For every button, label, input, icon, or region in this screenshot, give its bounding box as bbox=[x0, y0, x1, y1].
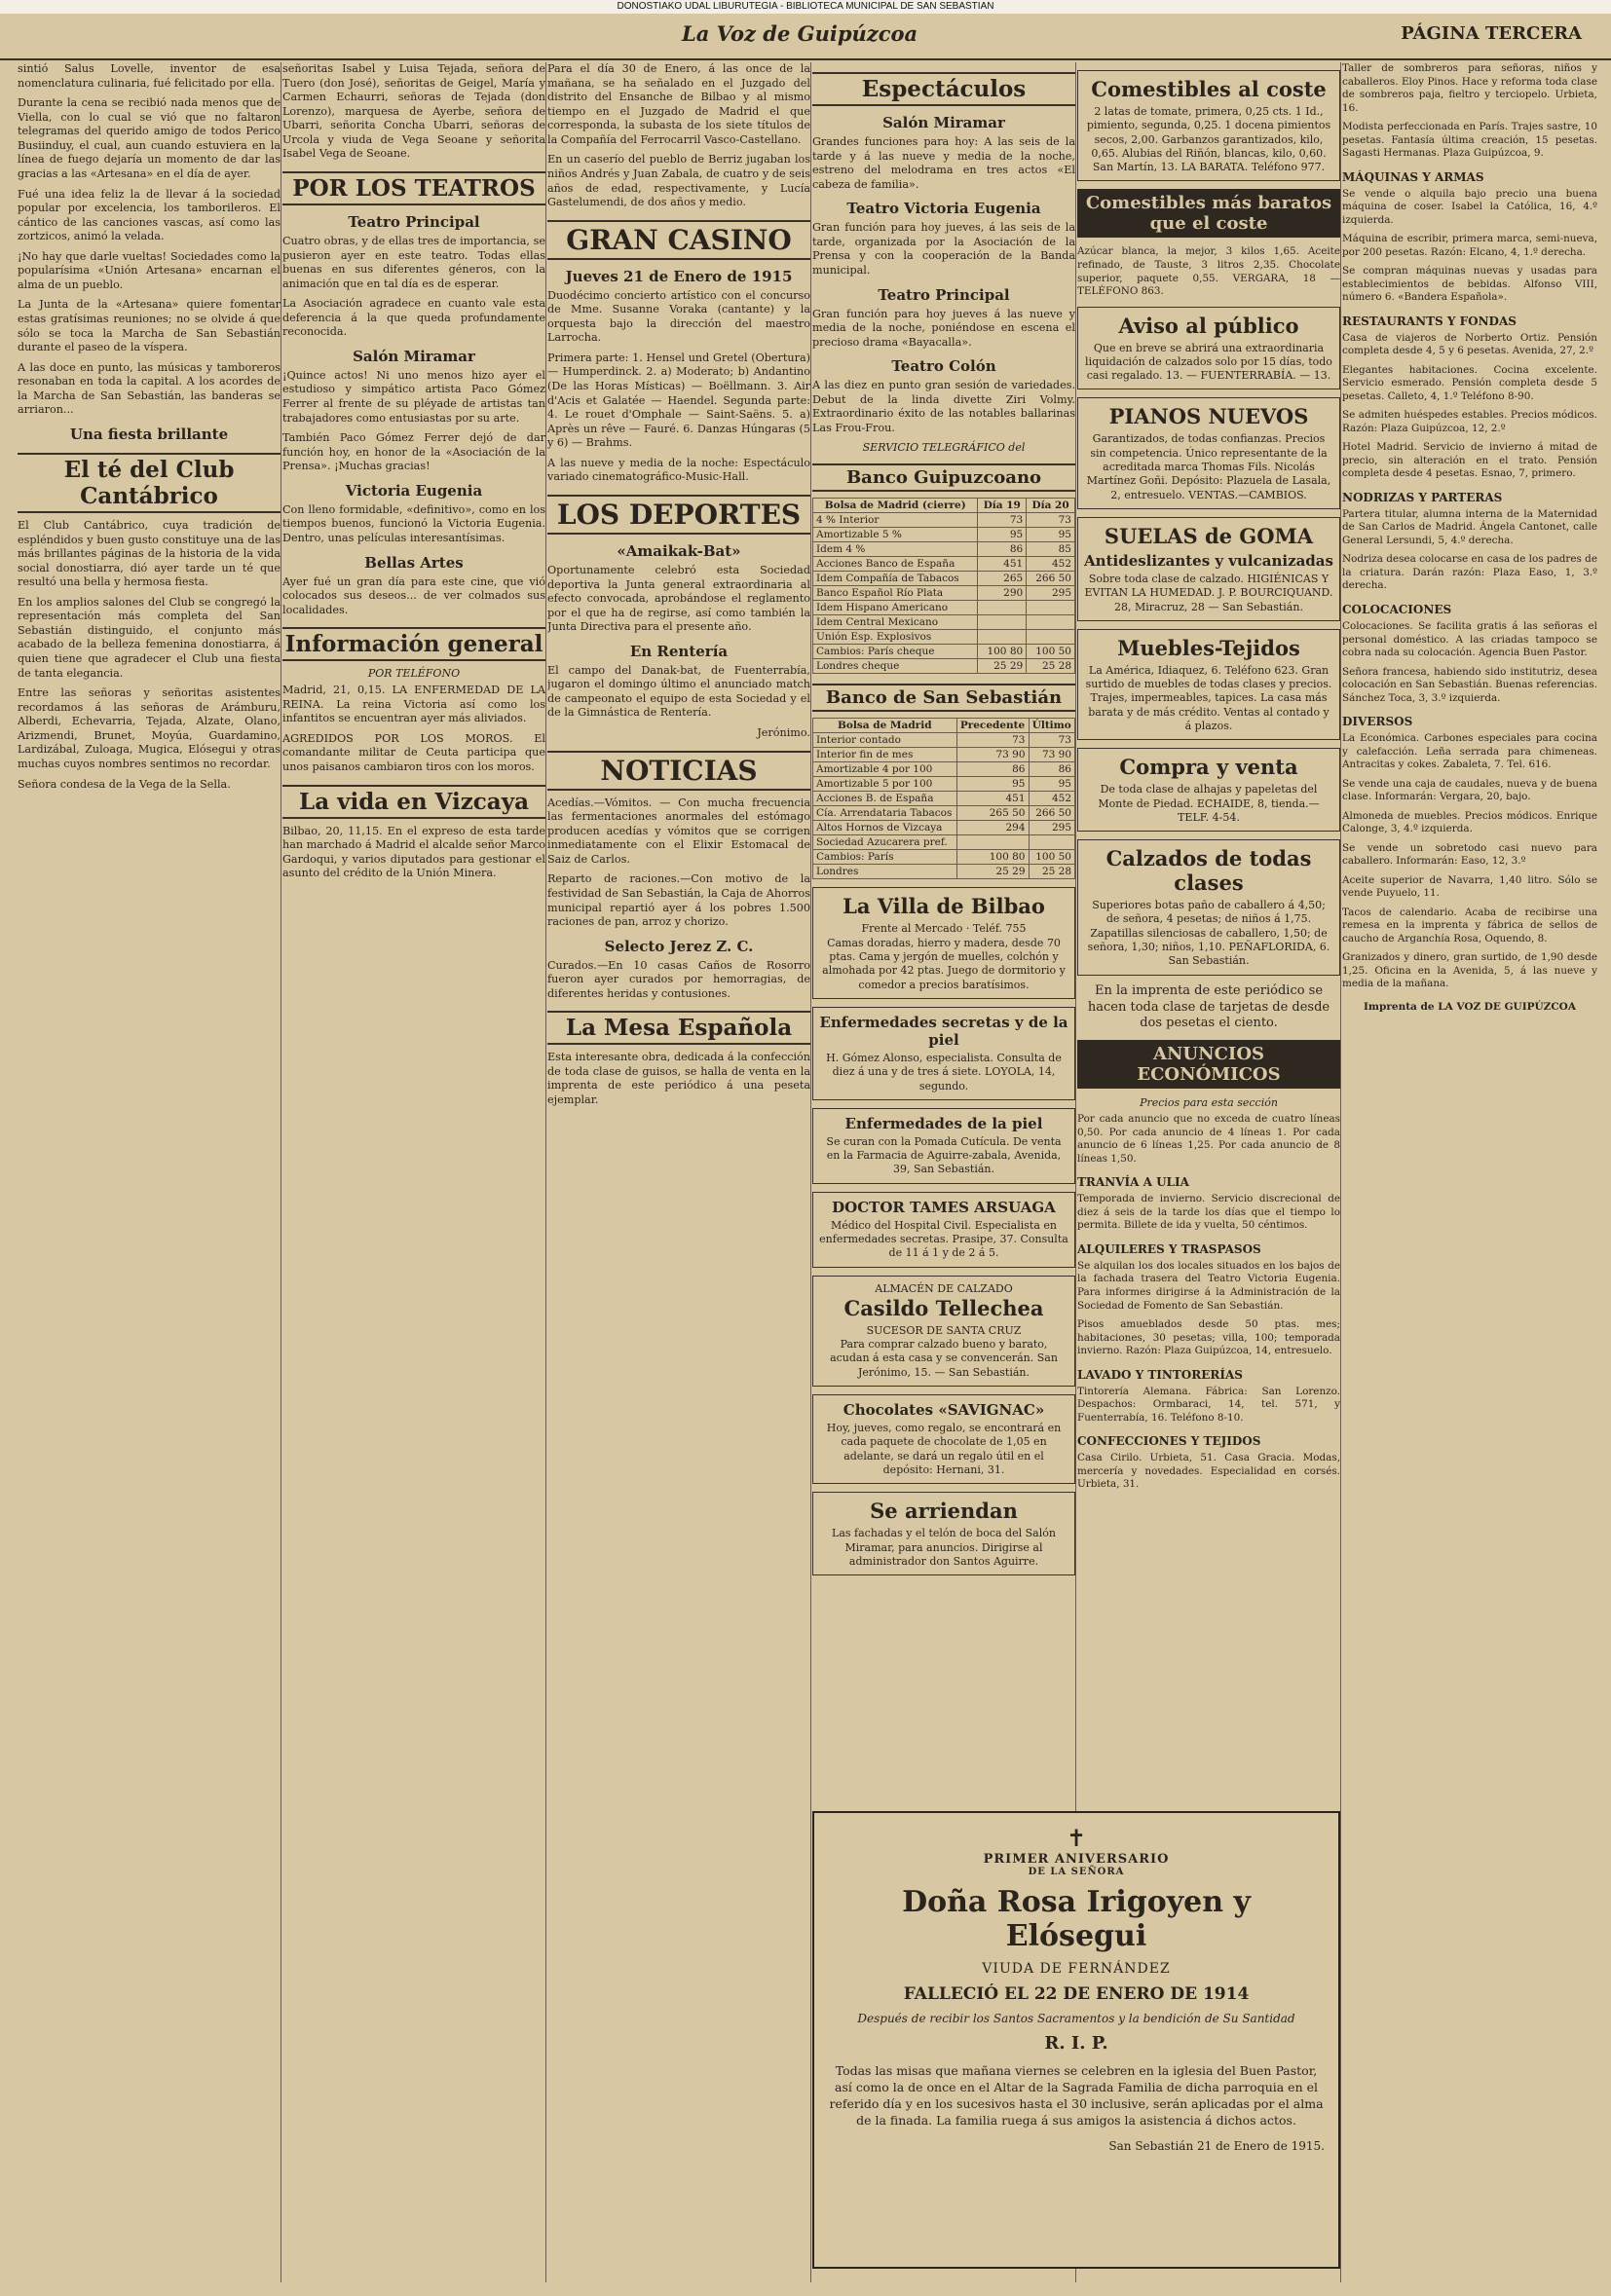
bank-name: Banco de San Sebastián bbox=[812, 684, 1075, 712]
headline-teatros: POR LOS TEATROS bbox=[282, 171, 545, 205]
obituary-widow: VIUDA DE FERNÁNDEZ bbox=[982, 1961, 1171, 1977]
table-header: Precedente bbox=[956, 719, 1029, 733]
article-text: Entre las señoras y señoritas asistentes recordamos á las señoras de Arámburu, Alberdi, Echevarria, Tejada, Alzate, Olano, Arizmendi, Brunet, Moyúa, Guardamino, Lardizábal, Zuloaga, Mugica, Elósegui y otras muchas cuyos nombres sentimos no recordar. bbox=[18, 686, 281, 770]
classified-item: Pisos amueblados desde 50 ptas. mes; habitaciones, 30 pesetas; villa, 100; temporada invierno. Razón: Plaza Guipúzcoa, 14, entresuelo. bbox=[1077, 1318, 1340, 1357]
ad-title: Enfermedades de la piel bbox=[844, 1114, 1043, 1132]
ad-title: Comestibles al coste bbox=[1091, 77, 1327, 101]
classified-header: ANUNCIOS ECONÓMICOS bbox=[1077, 1040, 1340, 1089]
table-cell bbox=[1027, 615, 1075, 630]
table-cell: 295 bbox=[1029, 821, 1075, 835]
classified-item: Se vende o alquila bajo precio una buena máquina de coser. Isabel la Católica, 16, 4.º izquierda. bbox=[1342, 187, 1597, 226]
table-row bbox=[813, 659, 1075, 674]
table-cell: 86 bbox=[1029, 762, 1075, 777]
classified-title: LAVADO Y TINTORERÍAS bbox=[1077, 1367, 1243, 1382]
classified-item: Modista perfeccionada en París. Trajes sastre, 10 pesetas. Fantasía última creación, 15 pesetas. Sagasti Hermanas. Plaza Guipúzcoa, 9. bbox=[1342, 121, 1597, 160]
subheading: Bellas Artes bbox=[364, 553, 464, 572]
table-cell: 95 bbox=[1029, 777, 1075, 792]
table-header: Día 20 bbox=[1027, 499, 1075, 513]
table-cell: 266 50 bbox=[1029, 806, 1075, 821]
table-row bbox=[813, 733, 1075, 748]
table-cell: 73 bbox=[1029, 733, 1075, 748]
article-text: Primera parte: 1. Hensel und Gretel (Obertura) — Humperdinck. 2. a) Moderato; b) Andantino (De las Horas Místicas) — Boëllmann. 3. Air d'Acis et Galatée — Haendel. Segunda parte: 4. Le rouet d'Omphale — Saint-Saëns. 5. a) Après un rêve — Fauré. 6. Danzas Húngaras (5 y 6) — Brahms. bbox=[547, 351, 810, 450]
classified-title: MÁQUINAS Y ARMAS bbox=[1342, 169, 1484, 184]
ad-aviso bbox=[1077, 307, 1340, 390]
article-text: Oportunamente celebró esta Sociedad deportiva la Junta general extraordinaria al efecto convocada, aprobándose el reglamento por el que ha de regirse, así como también la Junta Directiva para el presente año. bbox=[547, 563, 810, 634]
table-cell: 100 80 bbox=[978, 645, 1027, 659]
headline-mesa-espanola: La Mesa Española bbox=[547, 1011, 810, 1045]
table-cell bbox=[1027, 630, 1075, 645]
page-label: PÁGINA TERCERA bbox=[1401, 23, 1582, 44]
classified-item: Temporada de invierno. Servicio discrecional de diez á seis de la tarde los días que el tiempo lo permita. Billete de ida y vuelta, 50 céntimos. bbox=[1077, 1193, 1340, 1232]
table-cell: 295 bbox=[1027, 586, 1075, 601]
classified-title: TRANVÍA A ULIA bbox=[1077, 1175, 1189, 1190]
table-cell: 95 bbox=[1027, 528, 1075, 542]
table-header: Bolsa de Madrid (cierre) bbox=[813, 499, 978, 513]
article-text: El campo del Danak-bat, de Fuenterrabía, jugaron el domingo último el anunciado match de campeonato el equipo de esta Sociedad y el de la Gimnástica de Rentería. bbox=[547, 663, 810, 720]
obituary-name: Doña Rosa Irigoyen y Elósegui bbox=[902, 1885, 1251, 1953]
article-text: También Paco Gómez Ferrer dejó de dar función hoy, en honor de la «Asociación de la Prensa». ¡Muchas gracias! bbox=[282, 431, 545, 473]
article-text: En un caserío del pueblo de Berriz jugaban los niños Andrés y Juan Zabala, de cuatro y de seis años de edad, respectivamente, y Lucía Gastelumendi, de dos años y medio. bbox=[547, 153, 810, 209]
classified-rates: Por cada anuncio que no exceda de cuatro líneas 0,50. Por cada anuncio de 4 líneas 1. Por cada anuncio de 6 líneas 1,25. Por cada anuncio de 8 líneas 1,50. bbox=[1077, 1113, 1340, 1165]
article-text: sintió Salus Lovelle, inventor de esa nomenclatura culinaria, fué felicitado por ella. bbox=[18, 62, 281, 90]
column-rule bbox=[810, 62, 811, 2282]
section-heading: Una fiesta brillante bbox=[69, 425, 229, 443]
table-cell: 451 bbox=[956, 792, 1029, 806]
table-cell: Sociedad Azucarera pref. bbox=[813, 835, 957, 850]
ad-title: Chocolates «SAVIGNAC» bbox=[843, 1401, 1045, 1420]
classified-title: RESTAURANTS Y FONDAS bbox=[1342, 314, 1517, 328]
table-row bbox=[813, 528, 1075, 542]
article-text: Madrid, 21, 0,15. LA ENFERMEDAD DE LA REINA. La reina Victoria así como los infantitos se encuentran ayer más aliviados. bbox=[282, 684, 545, 725]
article-text: Durante la cena se recibió nada menos que de Viella, con lo cual se vió que no faltaron telegramas del querido amigo de todos Perico Busiinduy, el cual, aun cuando estuviera en la línea de fuego dejaría un momento de dar las gracias a las «Artesana» en el día de ayer. bbox=[18, 96, 281, 180]
table-cell: 95 bbox=[956, 777, 1029, 792]
subheading: Victoria Eugenia bbox=[345, 481, 483, 500]
article-text: A las doce en punto, las músicas y tamboreros resonaban en toda la capital. A los acordes de la Marcha de San Sebastián, las banderas se arriaron... bbox=[18, 360, 281, 417]
stock-table-san-sebastian bbox=[812, 718, 1075, 879]
subheading: Selecto Jerez Z. C. bbox=[604, 937, 754, 955]
ad-text: Azúcar blanca, la mejor, 3 kilos 1,65. Aceite refinado, de Tauste, 3 litros 2,35. Chocolate superior, paquete 0,55. VERGARA, 18 — TELÉFONO 863. bbox=[1077, 245, 1340, 298]
ad-text: De toda clase de alhajas y papeletas del Monte de Piedad. ECHAIDE, 8, tienda.—TELF. 4-54. bbox=[1098, 783, 1320, 824]
headline-deportes: LOS DEPORTES bbox=[547, 495, 810, 535]
article-text: Grandes funciones para hoy: A las seis de la tarde y á las nueve y media de la noche, estreno del melodrama en tres actos «El cabeza de familia». bbox=[812, 135, 1075, 191]
column-6 bbox=[1342, 62, 1597, 2282]
table-cell: Amortizable 4 por 100 bbox=[813, 762, 957, 777]
ad-subtitle: SUCESOR DE SANTA CRUZ bbox=[866, 1323, 1022, 1337]
table-cell: Idem Compañía de Tabacos bbox=[813, 572, 978, 586]
classified-item: Taller de sombreros para señoras, niños y caballeros. Eloy Pinos. Hace y reforma toda clase de sombreros paja, fieltro y terciopelo. Urbieta, 16. bbox=[1342, 62, 1597, 114]
table-cell: Acciones Banco de España bbox=[813, 557, 978, 572]
ad-title: SUELAS de GOMA bbox=[1104, 523, 1314, 548]
table-cell: 25 29 bbox=[978, 659, 1027, 674]
ad-enfermedades bbox=[812, 1007, 1075, 1100]
table-cell: 73 90 bbox=[1029, 748, 1075, 762]
ad-chocolates bbox=[812, 1394, 1075, 1484]
table-cell: Amortizable 5 por 100 bbox=[813, 777, 957, 792]
ad-text: Las fachadas y el telón de boca del Salón Miramar, para anuncios. Dirigirse al administrador don Santos Aguirre. bbox=[832, 1527, 1056, 1568]
table-cell: 452 bbox=[1027, 557, 1075, 572]
article-text: Gran función para hoy jueves, á las seis de la tarde, organizada por la Asociación de la Prensa y con la cooperación de la Banda municipal. bbox=[812, 221, 1075, 277]
article-text: AGREDIDOS POR LOS MOROS. El comandante militar de Ceuta participa que unos paisanos cambiaron tiros con los moros. bbox=[282, 731, 545, 773]
article-text: Para el día 30 de Enero, á las once de la mañana, se ha señalado en el Juzgado del distrito del Ensanche de Bilbao y al mismo tiempo en el Juzgado de Madrid el que corresponda, la subasta de los siete títulos de la Compañía del Ferrocarril Vasco-Castellano. bbox=[547, 62, 810, 146]
table-row bbox=[813, 821, 1075, 835]
subheading: Salón Miramar bbox=[353, 347, 475, 365]
table-row bbox=[813, 513, 1075, 528]
article-text: A las diez en punto gran sesión de variedades. Debut de la linda divette Ziri Volmy. Extraordinario éxito de las notables ballarinas Las Frou-Frou. bbox=[812, 379, 1075, 434]
classified-title: DIVERSOS bbox=[1342, 715, 1413, 729]
classified-item: Elegantes habitaciones. Cocina excelente. Servicio esmerado. Pensión completa desde 5 pesetas. Calleto, 4, 1.º Teléfono 8-90. bbox=[1342, 363, 1597, 402]
article-text: Con lleno formidable, «definitivo», como en los tiempos buenos, funcionó la Victoria Eugenia. Dentro, unas películas interesantísimas. bbox=[282, 502, 545, 544]
column-1 bbox=[18, 62, 281, 2282]
signature: Jerónimo. bbox=[757, 726, 810, 739]
table-cell bbox=[978, 601, 1027, 615]
table-cell: 290 bbox=[978, 586, 1027, 601]
table-cell: 100 50 bbox=[1029, 850, 1075, 865]
stock-table-guipuzcoano bbox=[812, 498, 1075, 674]
ad-subtitle: Antideslizantes y vulcanizadas bbox=[1084, 551, 1333, 570]
article-text: A las nueve y media de la noche: Espectáculo variado cinematográfico-Music-Hall. bbox=[547, 456, 810, 484]
subheading: Teatro Colón bbox=[891, 357, 996, 376]
column-rule bbox=[1340, 62, 1341, 2282]
table-cell: Interior contado bbox=[813, 733, 957, 748]
classified-item: Casa de viajeros de Norberto Ortiz. Pensión completa desde 4, 5 y 6 pesetas. Avenida, 27, 2.º bbox=[1342, 331, 1597, 357]
byline: POR TELÉFONO bbox=[367, 667, 461, 681]
classified-item: Se admiten huéspedes estables. Precios módicos. Razón: Plaza Guipúzcoa, 12, 2.º bbox=[1342, 409, 1597, 434]
table-cell: Banco Español Río Plata bbox=[813, 586, 978, 601]
classified-item: Se vende un sobretodo casi nuevo para caballero. Informarán: Easo, 12, 3.º bbox=[1342, 841, 1597, 868]
classified-item: Señora francesa, habiendo sido institutriz, desea colocación en San Sebastián. Buenas referencias. Sánchez Toca, 3, 3.º izquierda. bbox=[1342, 665, 1597, 704]
article-text: Cuatro obras, y de ellas tres de importancia, se pusieron ayer en este teatro. Todas ellas buenas en sus diferentes géneros, con la animación que en tal día es de esperar. bbox=[282, 234, 545, 290]
classified-item: Almoneda de muebles. Precios módicos. Enrique Calonge, 3, 4.º izquierda. bbox=[1342, 809, 1597, 835]
ad-arriendan bbox=[812, 1492, 1075, 1575]
ad-text: Sobre toda clase de calzado. HIGIÉNICAS Y EVITAN LA HUMEDAD. J. P. BOURCIQUAND. 28, Miracruz, 28 — San Sebastián. bbox=[1084, 572, 1333, 613]
ad-compra-venta bbox=[1077, 748, 1340, 832]
ad-title-inverted: Comestibles más baratos que el coste bbox=[1077, 189, 1340, 238]
ad-comestibles bbox=[1077, 70, 1340, 181]
ad-title: Aviso al público bbox=[1118, 313, 1299, 338]
ad-text: Para comprar calzado bueno y barato, acudan á esta casa y se convencerán. San Jerónimo, 15. — San Sebastián. bbox=[830, 1338, 1058, 1379]
table-header: Bolsa de Madrid bbox=[813, 719, 957, 733]
headline-espectaculos: Espectáculos bbox=[812, 72, 1075, 106]
table-cell: Acciones B. de España bbox=[813, 792, 957, 806]
classified-item: Colocaciones. Se facilita gratis á las señoras el personal doméstico. A las criadas tampoco se cobra nada su colocación. Agencia Buen Pastor. bbox=[1342, 619, 1597, 659]
table-row bbox=[813, 542, 1075, 557]
obituary-notice bbox=[812, 1811, 1340, 2269]
table-cell bbox=[978, 615, 1027, 630]
table-cell: 73 bbox=[956, 733, 1029, 748]
subheading: Salón Miramar bbox=[882, 114, 1005, 131]
table-cell: 86 bbox=[956, 762, 1029, 777]
table-cell: 294 bbox=[956, 821, 1029, 835]
obituary-prefix: DE LA SEÑORA bbox=[1028, 1867, 1125, 1877]
article-text: La Asociación agradece en cuanto vale esta deferencia á la que queda profundamente reconocida. bbox=[282, 297, 545, 339]
table-cell: Cía. Arrendataria Tabacos bbox=[813, 806, 957, 821]
ad-muebles bbox=[1077, 629, 1340, 740]
table-cell: 85 bbox=[1027, 542, 1075, 557]
ad-text: Que en breve se abrirá una extraordinaria liquidación de calzados solo por 15 días, todo casi regalado. 13. — FUENTERRABÍA. — 13. bbox=[1085, 341, 1332, 383]
table-row bbox=[813, 865, 1075, 879]
classified-item: Hotel Madrid. Servicio de invierno á mitad de precio, sin alteración en el trato. Pensión completa desde 4 pesetas. Esnao, 7, primero. bbox=[1342, 441, 1597, 480]
ad-title: Casildo Tellechea bbox=[843, 1295, 1044, 1320]
ad-title: PIANOS NUEVOS bbox=[1108, 404, 1309, 429]
ad-text: H. Gómez Alonso, especialista. Consulta de diez á una y de tres á siete. LOYOLA, 14, segundo. bbox=[826, 1051, 1062, 1092]
classified-subheader: Precios para esta sección bbox=[1140, 1096, 1278, 1110]
obituary-rip: R. I. P. bbox=[1044, 2033, 1108, 2054]
table-cell: Londres bbox=[813, 865, 957, 879]
table-cell bbox=[978, 630, 1027, 645]
table-cell: Idem 4 % bbox=[813, 542, 978, 557]
ad-title: La Villa de Bilbao bbox=[843, 894, 1045, 919]
classified-item: Granizados y dinero, gran surtido, de 1,90 desde 1,25. Oficina en la Avenida, 5, á las nueve y media de la mañana. bbox=[1342, 951, 1597, 990]
table-row bbox=[813, 601, 1075, 615]
classified-item: Casa Cirilo. Urbieta, 51. Casa Gracia. Modas, mercería y novedades. Especialidad en corsés. Urbieta, 31. bbox=[1077, 1452, 1340, 1491]
obituary-sacraments: Después de recibir los Santos Sacramentos y la bendición de Su Santidad bbox=[857, 2012, 1295, 2025]
ad-calzados bbox=[1077, 839, 1340, 975]
article-text: ¡Quince actos! Ni uno menos hizo ayer el estudioso y simpático artista Paco Gómez Ferrer al frente de su pléyade de artistas tan trabajadores como entusiastas por su arte. bbox=[282, 368, 545, 425]
table-cell bbox=[1029, 835, 1075, 850]
table-row bbox=[813, 835, 1075, 850]
headline-noticias: NOTICIAS bbox=[547, 751, 810, 791]
ad-pretitle: ALMACÉN DE CALZADO bbox=[875, 1281, 1013, 1295]
obituary-death-date: FALLECIÓ EL 22 DE ENERO DE 1914 bbox=[903, 1984, 1250, 2004]
ad-pianos bbox=[1077, 397, 1340, 508]
table-cell: 265 bbox=[978, 572, 1027, 586]
article-text: En la imprenta de este periódico se hacen toda clase de tarjetas de desde dos pesetas el ciento. bbox=[1087, 982, 1330, 1031]
cross-icon: ✝ bbox=[1066, 1825, 1087, 1852]
telegraph-service: SERVICIO TELEGRÁFICO del bbox=[862, 441, 1026, 455]
classified-item: Se compran máquinas nuevas y usadas para establecimientos de bebidas. Alfonso VIII, número 6. «Bandera Española». bbox=[1342, 265, 1597, 304]
column-3 bbox=[547, 62, 810, 2282]
table-cell: 100 80 bbox=[956, 850, 1029, 865]
table-cell: Idem Hispano Americano bbox=[813, 601, 978, 615]
table-cell: 73 bbox=[978, 513, 1027, 528]
table-cell: 265 50 bbox=[956, 806, 1029, 821]
table-cell bbox=[1027, 601, 1075, 615]
table-cell: 73 bbox=[1027, 513, 1075, 528]
table-row bbox=[813, 792, 1075, 806]
table-row bbox=[813, 806, 1075, 821]
obituary-date: San Sebastián 21 de Enero de 1915. bbox=[1108, 2138, 1325, 2153]
ad-subtitle: Frente al Mercado · Teléf. 755 bbox=[861, 922, 1027, 936]
bank-name: Banco Guipuzcoano bbox=[812, 463, 1075, 492]
article-text: Acedías.—Vómitos. — Con mucha frecuencia las fermentaciones anormales del estómago producen acedías y vómitos que se corrigen inmediatamente con el Elixir Estomacal de Saiz de Carlos. bbox=[547, 796, 810, 866]
table-row bbox=[813, 572, 1075, 586]
ad-title: Calzados de todas clases bbox=[1105, 846, 1312, 896]
table-row bbox=[813, 850, 1075, 865]
column-rule bbox=[545, 62, 546, 2282]
table-cell: Idem Central Mexicano bbox=[813, 615, 978, 630]
classified-item: Se vende una caja de caudales, nueva y de buena clase. Informarán: Vergara, 20, bajo. bbox=[1342, 777, 1597, 803]
masthead bbox=[0, 14, 1611, 60]
headline-gran-casino: GRAN CASINO bbox=[547, 220, 810, 260]
table-cell: Altos Hornos de Vizcaya bbox=[813, 821, 957, 835]
table-row bbox=[813, 586, 1075, 601]
ad-text: Médico del Hospital Civil. Especialista en enfermedades secretas. Prasipe, 37. Consulta de 11 á 1 y de 2 á 5. bbox=[819, 1218, 1068, 1260]
article-text: señoritas Isabel y Luisa Tejada, señora de Tuero (don José), señoritas de Geigel, María y Carmen Echaurri, señoras de Tejada (don Lorenzo), marquesa de Ayerbe, señora de Ubarri, señorita Concha Ubarri, señoras de Urcola y viuda de Vega Seoane y señorita Isabel Vega de Seoane. bbox=[282, 62, 545, 161]
article-text: Ayer fué un gran día para este cine, que vió colocados sus deseos... de ver colmados sus localidades. bbox=[282, 574, 545, 616]
subheading: Teatro Principal bbox=[878, 285, 1010, 304]
table-cell: 100 50 bbox=[1027, 645, 1075, 659]
headline-club-cantabrico: El té del Club Cantábrico bbox=[18, 453, 281, 513]
subheading: Jueves 21 de Enero de 1915 bbox=[565, 267, 793, 285]
article-text: El Club Cantábrico, cuya tradición de espléndidos y buen gusto constituye una de las más brillantes páginas de la historia de la vida social donostiarra, dió ayer tarde un té que resultó una bella y hermosa fiesta. bbox=[18, 518, 281, 589]
article-text: La Junta de la «Artesana» quiere fomentar estas gratísimas reuniones; no se olvide á que sólo se toca la Marcha de San Sebastián durante el paseo de la víspera. bbox=[18, 298, 281, 354]
headline-informacion: Información general bbox=[282, 627, 545, 661]
classified-title: NODRIZAS Y PARTERAS bbox=[1342, 490, 1503, 504]
subheading: Teatro Victoria Eugenia bbox=[846, 200, 1041, 218]
article-text: Fué una idea feliz la de llevar á la sociedad popular por excelencia, los tamborileros. El cántico de las canciones vascas, así como las zortzicos, animó la velada. bbox=[18, 187, 281, 243]
table-cell: 266 50 bbox=[1027, 572, 1075, 586]
archive-banner: DONOSTIAKO UDAL LIBURUTEGIA - BIBLIOTECA MUNICIPAL DE SAN SEBASTIAN bbox=[0, 0, 1611, 14]
table-row bbox=[813, 762, 1075, 777]
obituary-anniversary: PRIMER ANIVERSARIO bbox=[983, 1852, 1170, 1867]
table-cell: 25 28 bbox=[1029, 865, 1075, 879]
ad-text: Se curan con la Pomada Cutícula. De venta en la Farmacia de Aguirre-zabala, Avenida, 39, San Sebastián. bbox=[826, 1134, 1062, 1176]
classified-item: Tintorería Alemana. Fábrica: San Lorenzo. Despachos: Ormbaraci, 14, tel. 571, y Fuenterrabía, 16. Teléfono 8-10. bbox=[1077, 1385, 1340, 1424]
ad-enfermedades-piel bbox=[812, 1108, 1075, 1184]
ad-calzado bbox=[812, 1276, 1075, 1387]
article-text: ¡No hay que darle vueltas! Sociedades como la popularísima «Unión Artesana» encarnan el alma de un pueblo. bbox=[18, 249, 281, 291]
article-text: Curados.—En 10 casas Caños de Rosorro fueron ayer curados por hemorragias, de diferentes heridas y contusiones. bbox=[547, 958, 810, 1000]
ad-suelas bbox=[1077, 517, 1340, 621]
table-row bbox=[813, 777, 1075, 792]
headline-vizcaya: La vida en Vizcaya bbox=[282, 785, 545, 819]
classified-item: La Económica. Carbones especiales para cocina y calefacción. Leña serrada para chimeneas. Antracitas y cokes. Zabaleta, 7. Tel. 616. bbox=[1342, 732, 1597, 771]
article-text: Señora condesa de la Vega de la Sella. bbox=[18, 777, 231, 791]
article-text: Esta interesante obra, dedicada á la confección de toda clase de guisos, se halla de venta en la imprenta de este periódico á una peseta ejemplar. bbox=[547, 1051, 810, 1106]
newspaper-title: La Voz de Guipúzcoa bbox=[682, 21, 918, 46]
table-cell: 73 90 bbox=[956, 748, 1029, 762]
table-cell: Amortizable 5 % bbox=[813, 528, 978, 542]
ad-text: Garantizados, de todas confianzas. Precios sin competencia. Único representante de la acreditada marca Thomas Fils. Nicolás Martínez Goñi. Depósito: Plazuela de Lasala, 2, entresuelo. VENTAS.—CAMBIOS. bbox=[1086, 432, 1331, 501]
table-row bbox=[813, 557, 1075, 572]
table-row bbox=[813, 748, 1075, 762]
table-cell: 86 bbox=[978, 542, 1027, 557]
table-cell: Interior fin de mes bbox=[813, 748, 957, 762]
ad-text: 2 latas de tomate, primera, 0,25 cts. 1 Id., pimiento, segunda, 0,25. 1 docena pimientos secos, 2,00. Garbanzos garantizados, kilo, 0,65. Alubias del Riñón, blancas, kilo, 0,60. San Martín, 13. LA BARATA. Teléfono 977. bbox=[1086, 105, 1331, 174]
article-text: Gran función para hoy jueves á las nueve y media de la noche, poniéndose en escena el precioso drama «Bayacalla». bbox=[812, 307, 1075, 349]
table-cell: Unión Esp. Explosivos bbox=[813, 630, 978, 645]
ad-la-villa bbox=[812, 887, 1075, 998]
classified-item: Tacos de calendario. Acaba de recibirse una remesa en la imprenta y fábrica de sellos de caucho de Arganchía Rosa, Oquendo, 8. bbox=[1342, 906, 1597, 944]
classified-item: Partera titular, alumna interna de la Maternidad de San Carlos de Madrid. Ángela Cantonet, calle General Lersundi, 5, 4.º derecha. bbox=[1342, 507, 1597, 546]
ad-doctor bbox=[812, 1192, 1075, 1268]
table-cell bbox=[956, 835, 1029, 850]
table-cell: Londres cheque bbox=[813, 659, 978, 674]
article-text: Reparto de raciones.—Con motivo de la festividad de San Sebastián, la Caja de Ahorros municipal repartió ayer á los pobres 1.500 raciones de pan, arroz y chorizo. bbox=[547, 872, 810, 929]
classified-item: Se alquilan los dos locales situados en los bajos de la fachada trasera del Teatro Victoria Eugenia. Para informes dirigirse á la Administración de la Sociedad de Fomento de San Sebastián. bbox=[1077, 1259, 1340, 1312]
table-cell: Cambios: París cheque bbox=[813, 645, 978, 659]
article-text: En los amplios salones del Club se congregó la representación más completa del San Sebastián distinguido, el conjunto más acabado de la belleza femenina donostiarra, á quien tiene que agradecer el Club una fiesta de tanta elegancia. bbox=[18, 595, 281, 680]
ad-title: Enfermedades secretas y de la piel bbox=[819, 1013, 1068, 1049]
table-cell: 452 bbox=[1029, 792, 1075, 806]
ad-title: Muebles-Tejidos bbox=[1117, 635, 1300, 660]
ad-text: La América, Idiaquez, 6. Teléfono 623. Gran surtido de muebles de todas clases y precios. Trajes, impermeables, tapices. La casa más barata y de más crédito. Ventas al contado y á plazos. bbox=[1085, 663, 1332, 732]
ad-text: Superiores botas paño de caballero á 4,50; de señora, 4 pesetas; de niños á 1,75. Zapatillas silenciosas de caballero, 1,50; de señora, 1,30; niños, 1,10. PEÑAFLORIDA, 6. San Sebastián. bbox=[1087, 899, 1330, 968]
table-cell: Cambios: París bbox=[813, 850, 957, 865]
table-cell: 95 bbox=[978, 528, 1027, 542]
article-text: Bilbao, 20, 11,15. En el expreso de esta tarde han marchado á Madrid el alcalde señor Marco Gardoqui, y varios diputados para gestionar el asunto del crédito de la Unión Minera. bbox=[282, 824, 545, 880]
ad-text: Hoy, jueves, como regalo, se encontrará en cada paquete de chocolate de 1,05 en adelante, se dará un regalo útil en el depósito: Hernani, 31. bbox=[826, 1422, 1062, 1476]
classified-title: CONFECCIONES Y TEJIDOS bbox=[1077, 1434, 1261, 1449]
ad-title: Compra y venta bbox=[1119, 755, 1298, 780]
column-2 bbox=[282, 62, 545, 2282]
obituary-body: Todas las misas que mañana viernes se celebren en la iglesia del Buen Pastor, así como la de once en el Altar de la Sagrada Familia de dicha parroquia en el referido día y en los sucesivos hasta el 30 inclusive, serán aplicadas por el alma de la finada. La familia ruega á sus amigos la asistencia á dichos actos. bbox=[829, 2063, 1324, 2128]
table-row bbox=[813, 615, 1075, 630]
classified-item: Máquina de escribir, primera marca, semi-nueva, por 200 pesetas. Razón: Elcano, 4, 1.º derecha. bbox=[1342, 233, 1597, 258]
classified-title: ALQUILERES Y TRASPASOS bbox=[1077, 1241, 1261, 1256]
ad-text: Camas doradas, hierro y madera, desde 70 ptas. Cama y jergón de muelles, colchón y almohada por 42 ptas. Juego de dormitorio y comedor a precios baratísimos. bbox=[822, 936, 1066, 991]
classified-item: Nodriza desea colocarse en casa de los padres de la criatura. Darán razón: Plaza Easo, 1, 3.º derecha. bbox=[1342, 553, 1597, 592]
classified-title: COLOCACIONES bbox=[1342, 602, 1452, 616]
table-header: Día 19 bbox=[978, 499, 1027, 513]
table-row bbox=[813, 630, 1075, 645]
table-cell: 25 29 bbox=[956, 865, 1029, 879]
ad-title: Se arriendan bbox=[870, 1499, 1018, 1524]
table-header: Último bbox=[1029, 719, 1075, 733]
subheading: En Rentería bbox=[629, 642, 729, 660]
table-row bbox=[813, 645, 1075, 659]
article-text: Duodécimo concierto artístico con el concurso de Mme. Susanne Voraka (cantante) y la orquesta bajo la dirección del maestro Larrocha. bbox=[547, 288, 810, 345]
subheading: «Amaikak-Bat» bbox=[617, 541, 741, 560]
classified-item: Aceite superior de Navarra, 1,40 litro. Sólo se vende Puyuelo, 11. bbox=[1342, 873, 1597, 900]
table-cell: 4 % Interior bbox=[813, 513, 978, 528]
printer-footer: Imprenta de LA VOZ DE GUIPÚZCOA bbox=[1364, 1000, 1576, 1013]
table-cell: 25 28 bbox=[1027, 659, 1075, 674]
table-cell: 451 bbox=[978, 557, 1027, 572]
subheading: Teatro Principal bbox=[348, 212, 480, 231]
ad-title: DOCTOR TAMES ARSUAGA bbox=[832, 1198, 1056, 1216]
